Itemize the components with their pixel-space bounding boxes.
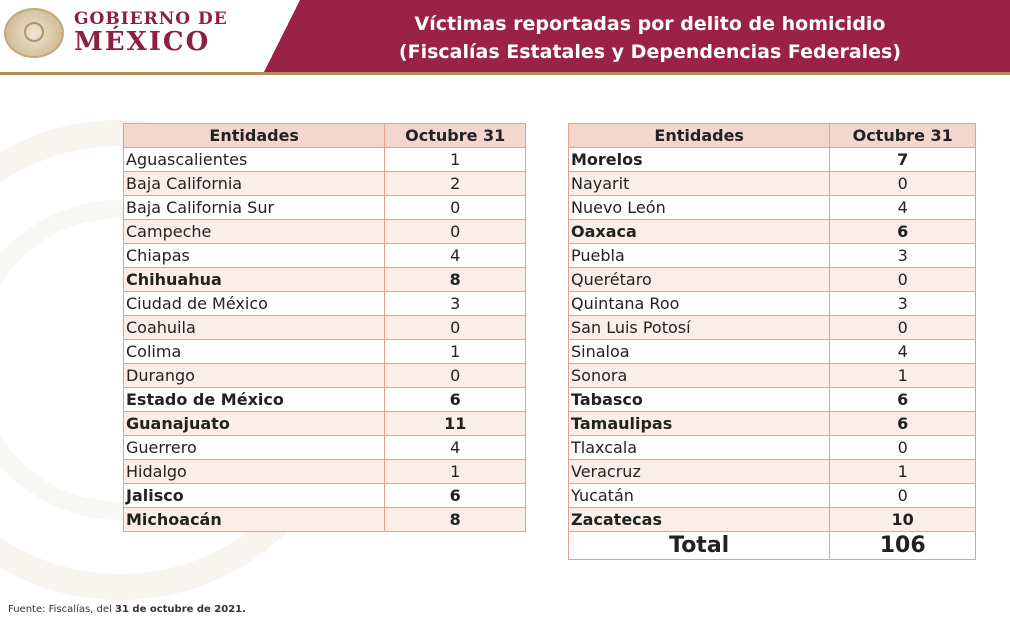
- victim-count: 8: [385, 508, 526, 532]
- table-row: [569, 460, 976, 484]
- header-divider: [0, 72, 1010, 75]
- victim-count: 4: [385, 436, 526, 460]
- entity-name: Sonora: [569, 364, 830, 388]
- entity-name: Veracruz: [569, 460, 830, 484]
- table-row: [569, 412, 976, 436]
- entity-name: Guerrero: [124, 436, 385, 460]
- victim-count: 0: [830, 268, 976, 292]
- title-line-2: (Fiscalías Estatales y Dependencias Federales): [398, 41, 902, 63]
- entity-name: San Luis Potosí: [569, 316, 830, 340]
- victim-count: 1: [830, 460, 976, 484]
- victim-count: 3: [830, 292, 976, 316]
- table-row: [124, 292, 526, 316]
- column-header-entities: Entidades: [124, 124, 385, 148]
- entity-name: Zacatecas: [569, 508, 830, 532]
- table-row: [569, 436, 976, 460]
- logo-top-text: GOBIERNO DE: [74, 9, 228, 29]
- victim-count: 7: [830, 148, 976, 172]
- victim-count: 1: [830, 364, 976, 388]
- entity-name: Guanajuato: [124, 412, 385, 436]
- entity-name: Sinaloa: [569, 340, 830, 364]
- table-row: [569, 388, 976, 412]
- entity-name: Hidalgo: [124, 460, 385, 484]
- page-title: [330, 10, 970, 66]
- victim-count: 6: [385, 388, 526, 412]
- victim-count: 2: [385, 172, 526, 196]
- victim-count: 0: [385, 316, 526, 340]
- source-prefix: Fuente: Fiscalías, del: [8, 604, 116, 615]
- table-row: [569, 148, 976, 172]
- source-date: 31 de octubre de 2021.: [115, 604, 246, 615]
- victim-count: 6: [830, 412, 976, 436]
- entity-name: Michoacán: [124, 508, 385, 532]
- victim-count: 0: [385, 196, 526, 220]
- entity-name: Durango: [124, 364, 385, 388]
- column-header-date: Octubre 31: [830, 124, 976, 148]
- table-row: [569, 484, 976, 508]
- entity-name: Quintana Roo: [569, 292, 830, 316]
- table-row: [124, 388, 526, 412]
- victim-count: 0: [385, 364, 526, 388]
- table-row: [124, 220, 526, 244]
- entity-name: Puebla: [569, 244, 830, 268]
- entity-name: Tabasco: [569, 388, 830, 412]
- table-row: [124, 172, 526, 196]
- victim-count: 3: [385, 292, 526, 316]
- header-banner: [0, 0, 1010, 72]
- logo-main-text: MÉXICO: [74, 27, 211, 57]
- entity-name: Chihuahua: [124, 268, 385, 292]
- entity-name: Yucatán: [569, 484, 830, 508]
- victim-count: 6: [830, 388, 976, 412]
- entity-name: Querétaro: [569, 268, 830, 292]
- table-row: [569, 268, 976, 292]
- national-seal-icon: [4, 8, 64, 58]
- entity-name: Jalisco: [124, 484, 385, 508]
- total-row: [569, 532, 976, 560]
- table-row: [124, 460, 526, 484]
- table-header-row: [124, 124, 526, 148]
- victim-count: 0: [830, 172, 976, 196]
- victim-count: 0: [830, 436, 976, 460]
- victim-count: 3: [830, 244, 976, 268]
- table-row: [569, 292, 976, 316]
- victim-count: 11: [385, 412, 526, 436]
- entity-name: Coahuila: [124, 316, 385, 340]
- table-row: [124, 268, 526, 292]
- entity-name: Estado de México: [124, 388, 385, 412]
- table-header-row: [569, 124, 976, 148]
- victim-count: 4: [830, 340, 976, 364]
- total-label: Total: [569, 532, 830, 560]
- total-value: 106: [830, 532, 976, 560]
- entity-name: Nuevo León: [569, 196, 830, 220]
- entity-name: Nayarit: [569, 172, 830, 196]
- column-header-date: Octubre 31: [385, 124, 526, 148]
- table-row: [569, 172, 976, 196]
- table-row: [124, 436, 526, 460]
- victim-count: 0: [830, 316, 976, 340]
- table-row: [569, 340, 976, 364]
- entity-name: Tlaxcala: [569, 436, 830, 460]
- entity-name: Morelos: [569, 148, 830, 172]
- table-row: [124, 508, 526, 532]
- seal-eagle-icon: [24, 22, 44, 42]
- entity-name: Oaxaca: [569, 220, 830, 244]
- victim-count: 4: [830, 196, 976, 220]
- table-row: [569, 220, 976, 244]
- victim-count: 6: [830, 220, 976, 244]
- table-row: [124, 412, 526, 436]
- homicide-table-right: [568, 123, 976, 560]
- entity-name: Aguascalientes: [124, 148, 385, 172]
- homicide-table-left: [123, 123, 526, 532]
- entity-name: Baja California: [124, 172, 385, 196]
- victim-count: 1: [385, 340, 526, 364]
- table-row: [569, 316, 976, 340]
- table-row: [569, 364, 976, 388]
- victim-count: 1: [385, 148, 526, 172]
- entity-name: Tamaulipas: [569, 412, 830, 436]
- victim-count: 8: [385, 268, 526, 292]
- table-row: [569, 508, 976, 532]
- entity-name: Baja California Sur: [124, 196, 385, 220]
- column-header-entities: Entidades: [569, 124, 830, 148]
- table-row: [124, 316, 526, 340]
- table-row: [569, 244, 976, 268]
- entity-name: Chiapas: [124, 244, 385, 268]
- victim-count: 4: [385, 244, 526, 268]
- victim-count: 6: [385, 484, 526, 508]
- table-row: [124, 148, 526, 172]
- entity-name: Ciudad de México: [124, 292, 385, 316]
- victim-count: 0: [385, 220, 526, 244]
- entity-name: Colima: [124, 340, 385, 364]
- source-footnote: [8, 604, 246, 615]
- victim-count: 0: [830, 484, 976, 508]
- table-row: [569, 196, 976, 220]
- title-line-1: Víctimas reportadas por delito de homicidio: [414, 13, 886, 35]
- entity-name: Campeche: [124, 220, 385, 244]
- victim-count: 10: [830, 508, 976, 532]
- table-row: [124, 244, 526, 268]
- table-row: [124, 364, 526, 388]
- table-row: [124, 340, 526, 364]
- victim-count: 1: [385, 460, 526, 484]
- table-row: [124, 196, 526, 220]
- table-row: [124, 484, 526, 508]
